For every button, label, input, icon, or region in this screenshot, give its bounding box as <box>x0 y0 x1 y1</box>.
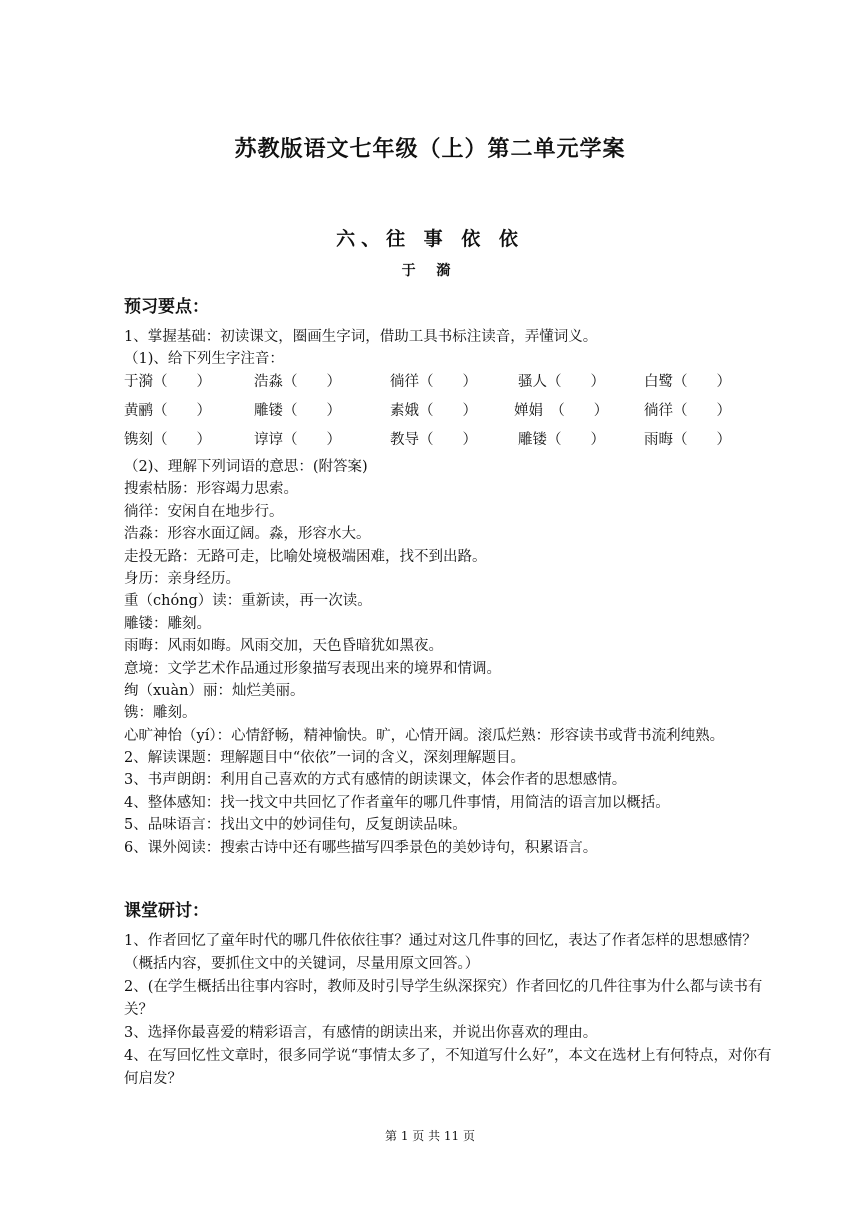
question-item: 2、(在学生概括出往事内容时，教师及时引导学生纵深探究）作者回忆的几件往事为什么都与读书有关？ <box>124 979 763 1018</box>
preview-heading: 预习要点： <box>124 297 209 317</box>
pinyin-cell: 教导（ ） <box>390 432 477 448</box>
pinyin-cell: 徜徉（ ） <box>644 403 731 419</box>
definition-item: 身历：亲身经历。 <box>124 570 240 587</box>
pinyin-cell: 黄鹂（ ） <box>124 403 211 419</box>
pinyin-cell: 浩淼（ ） <box>254 374 341 390</box>
classroom-heading: 课堂研讨： <box>124 901 209 921</box>
pinyin-cell: 雨晦（ ） <box>644 432 731 448</box>
preview-item: 4、整体感知：找一找文中共回忆了作者童年的哪几件事情，用简洁的语言加以概括。 <box>124 794 670 811</box>
pinyin-subheading: （1)、给下列生字注音： <box>124 351 284 368</box>
preview-item: 6、课外阅读：搜索古诗中还有哪些描写四季景色的美妙诗句，积累语言。 <box>124 839 598 856</box>
definition-item-long: 心旷神怡（yí）：心情舒畅，精神愉快。旷，心情开阔。滚瓜烂熟：形容读书或背书流利纯熟。 <box>124 727 725 744</box>
pinyin-cell: 白鹭（ ） <box>644 374 731 390</box>
question-item: 1、作者回忆了童年时代的哪几件依依往事？通过对这几件事的回忆，表达了作者怎样的思想感情？（概括内容，要抓住文中的关键词，尽量用原文回答。） <box>124 933 757 972</box>
pinyin-cell: 素娥（ ） <box>390 403 477 419</box>
pinyin-cell: 徜徉（ ） <box>390 374 477 390</box>
classroom-questions <box>124 930 784 1091</box>
definition-item: 雕镂：雕刻。 <box>124 615 211 632</box>
preview-intro <box>124 326 784 371</box>
pinyin-cell: 骚人（ ） <box>518 374 605 390</box>
page-number: 第 1 页 共 11 页 <box>385 1129 475 1143</box>
pinyin-cell: 谆谆（ ） <box>254 432 341 448</box>
author-name: 于 漪 <box>401 263 459 279</box>
question-item: 3、选择你最喜爱的精彩语言，有感情的朗读出来，并说出你喜欢的理由。 <box>124 1025 598 1041</box>
preview-item: 3、书声朗朗：利用自己喜欢的方式有感情的朗读课文，体会作者的思想感情。 <box>124 772 627 789</box>
pinyin-cell: 镌刻（ ） <box>124 432 211 448</box>
definitions-subheading: （2)、理解下列词语的意思：(附答案) <box>124 459 368 475</box>
definition-item: 走投无路：无路可走，比喻处境极端困难，找不到出路。 <box>124 548 487 565</box>
pinyin-cell: 雕镂（ ） <box>254 403 341 419</box>
definition-item: 意境：文学艺术作品通过形象描写表现出来的境界和情调。 <box>124 660 501 677</box>
pinyin-cell: 雕镂（ ） <box>518 432 605 448</box>
preview-item-1: 1、掌握基础：初读课文，圈画生字词，借助工具书标注读音，弄懂词义。 <box>124 329 598 345</box>
document-title: 苏教版语文七年级（上）第二单元学案 <box>234 136 626 162</box>
definition-item: 徜徉：安闲自在地步行。 <box>124 503 284 520</box>
preview-item: 5、品味语言：找出文中的妙词佳句，反复朗读品味。 <box>124 817 467 834</box>
lesson-title: 六、往 事 依 依 <box>336 228 524 250</box>
definition-item: 雨晦：风雨如晦。风雨交加，天色昏暗犹如黑夜。 <box>124 638 443 655</box>
pinyin-cell: 于漪（ ） <box>124 374 211 390</box>
definition-item: 绚（xuàn）丽：灿烂美丽。 <box>124 682 305 699</box>
pinyin-cell: 婵娟 （ ） <box>514 403 609 419</box>
pinyin-row <box>124 428 774 457</box>
preview-item: 2、解读课题：理解题目中“依依”一词的含义，深刻理解题目。 <box>124 750 526 767</box>
pinyin-row <box>124 370 774 399</box>
definition-item: 浩淼：形容水面辽阔。淼，形容水大。 <box>124 526 371 543</box>
pinyin-row <box>124 399 774 428</box>
definitions-section <box>124 456 784 859</box>
definition-item: 重（chóng）读：重新读，再一次读。 <box>124 593 372 610</box>
definition-item: 镌：雕刻。 <box>124 705 197 722</box>
definition-item: 搜索枯肠：形容竭力思索。 <box>124 481 298 498</box>
pinyin-grid <box>124 370 774 457</box>
question-item: 4、在写回忆性文章时，很多同学说“事情太多了，不知道写什么好”，本文在选材上有何特点，对你有何启发？ <box>124 1048 772 1087</box>
